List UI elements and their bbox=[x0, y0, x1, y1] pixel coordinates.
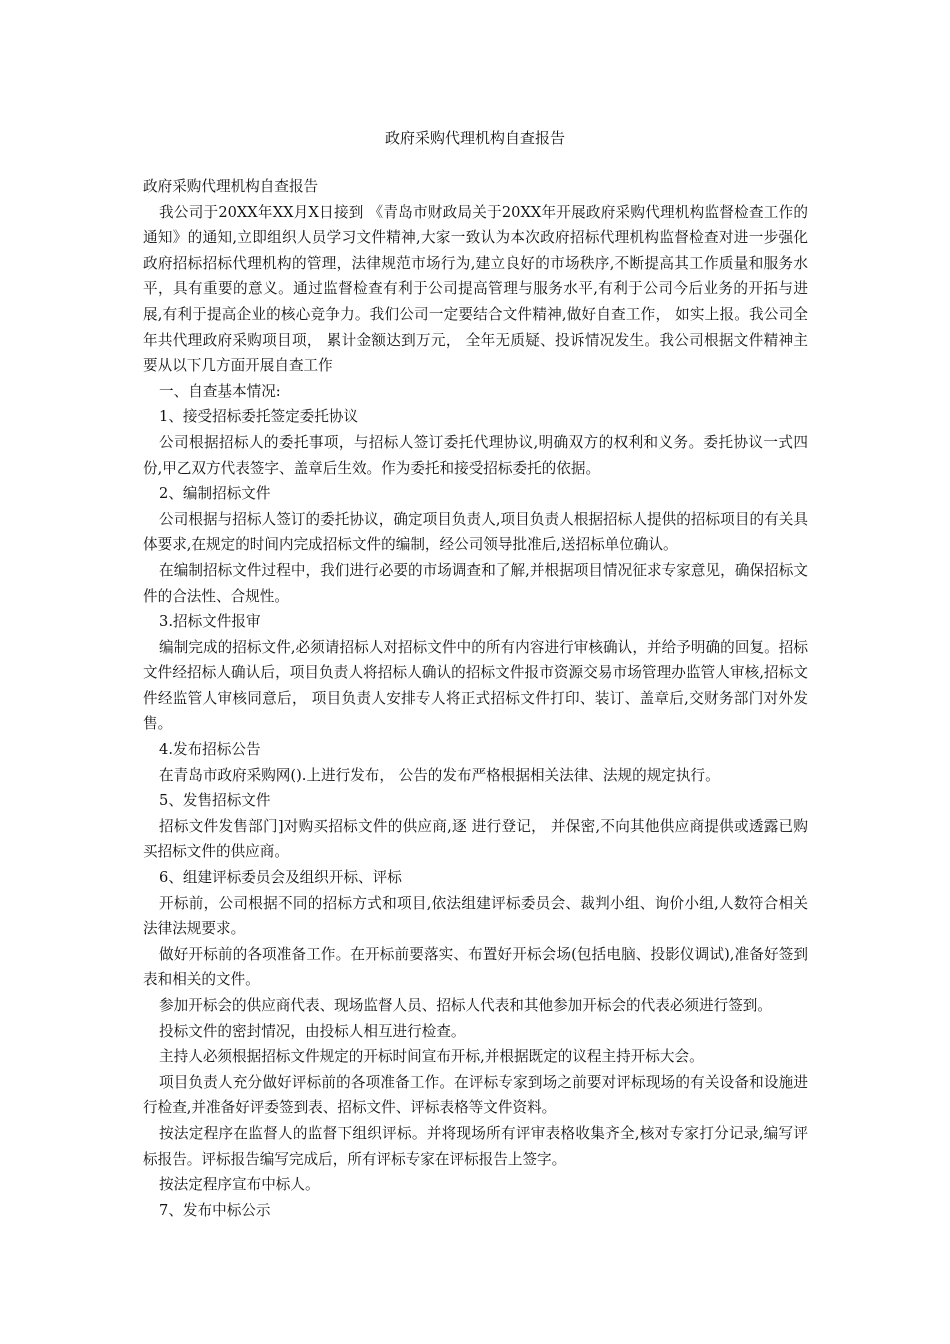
paragraph: 一、自查基本情况: bbox=[159, 382, 281, 400]
paragraph: 开标前，公司根据不同的招标方式和项目,依法组建评标委员会、裁判小组、询价小组,人数符合相关法律法规要求。 bbox=[143, 894, 808, 938]
paragraph: 投标文件的密封情况，由投标人相互进行检查。 bbox=[159, 1022, 466, 1040]
paragraph: 项目负责人充分做好评标前的各项准备工作。在评标专家到场之前要对评标现场的有关设备和设施进行检查,并准备好评委签到表、招标文件、评标表格等文件资料。 bbox=[143, 1073, 808, 1117]
paragraph: 我公司于20XX年XX月X日接到 《青岛市财政局关于20XX年开展政府采购代理机构监督检查工作的通知》的通知,立即组织人员学习文件精神,大家一致认为本次政府招标代理机构监督检查对进一步强化政府招标招标代理机构的管理，法律规范市场行为,建立良好的市场秩序,不断提高其工作质量和服务水平，具有重要的意义。通过监督检查有利于公司提高管理与服务水平,有利于公司今后业务的开拓与进展,有利于提高企业的核心竞争力。我们公司一定要结合文件精神,做好自查工作， 如实上报。我公司全年共代理政府采购项目项， 累计金额达到万元， 全年无质疑、投诉情况发生。我公司根据文件精神主要从以下几方面开展自查工作 bbox=[143, 203, 808, 375]
paragraph: 按法定程序在监督人的监督下组织评标。并将现场所有评审表格收集齐全,核对专家打分记录,编写评标报告。评标报告编写完成后，所有评标专家在评标报告上签字。 bbox=[143, 1124, 808, 1168]
paragraph: 主持人必须根据招标文件规定的开标时间宣布开标,并根据既定的议程主持开标大会。 bbox=[159, 1048, 704, 1066]
paragraph: 6、组建评标委员会及组织开标、评标 bbox=[159, 869, 402, 887]
paragraph: 政府采购代理机构自查报告 bbox=[143, 178, 319, 195]
paragraph: 公司根据招标人的委托事项，与招标人签订委托代理协议,明确双方的权利和义务。委托协议一式四份,甲乙双方代表签字、盖章后生效。作为委托和接受招标委托的依据。 bbox=[143, 433, 808, 477]
document-body bbox=[143, 174, 808, 1223]
paragraph: 公司根据与招标人签订的委托协议，确定项目负责人,项目负责人根据招标人提供的招标项目的有关具体要求,在规定的时间内完成招标文件的编制，经公司领导批准后,送招标单位确认。 bbox=[143, 510, 808, 554]
paragraph: 在编制招标文件过程中，我们进行必要的市场调查和了解,并根据项目情况征求专家意见，确保招标文件的合法性、合规性。 bbox=[143, 561, 808, 605]
paragraph: 按法定程序宣布中标人。 bbox=[159, 1176, 320, 1194]
paragraph: 7、发布中标公示 bbox=[159, 1201, 271, 1219]
paragraph: 做好开标前的各项准备工作。在开标前要落实、布置好开标会场(包括电脑、投影仪调试),准备好签到表和相关的文件。 bbox=[143, 945, 808, 989]
paragraph: 参加开标会的供应商代表、现场监督人员、招标人代表和其他参加开标会的代表必须进行签到。 bbox=[159, 997, 772, 1014]
paragraph: 在青岛市政府采购网().上进行发布， 公告的发布严格根据相关法律、法规的规定执行。 bbox=[159, 766, 720, 784]
paragraph: 2、编制招标文件 bbox=[159, 485, 271, 503]
paragraph: 招标文件发售部门]对购买招标文件的供应商,逐 进行登记， 并保密,不向其他供应商提供或透露已购买招标文件的供应商。 bbox=[143, 817, 808, 861]
paragraph: 编制完成的招标文件,必须请招标人对招标文件中的所有内容进行审核确认，并给予明确的回复。招标文件经招标人确认后，项目负责人将招标人确认的招标文件报市资源交易市场管理办监管人审核,招标文件经监管人审核同意后， 项目负责人安排专人将正式招标文件打印、装订、盖章后,交财务部门对外发售。 bbox=[143, 638, 808, 733]
paragraph: 1、接受招标委托签定委托协议 bbox=[159, 408, 359, 426]
paragraph: 3.招标文件报审 bbox=[159, 613, 261, 631]
paragraph: 5、发售招标文件 bbox=[159, 792, 271, 810]
paragraph: 4.发布招标公告 bbox=[159, 741, 261, 759]
document-title: 政府采购代理机构自查报告 bbox=[384, 129, 565, 147]
